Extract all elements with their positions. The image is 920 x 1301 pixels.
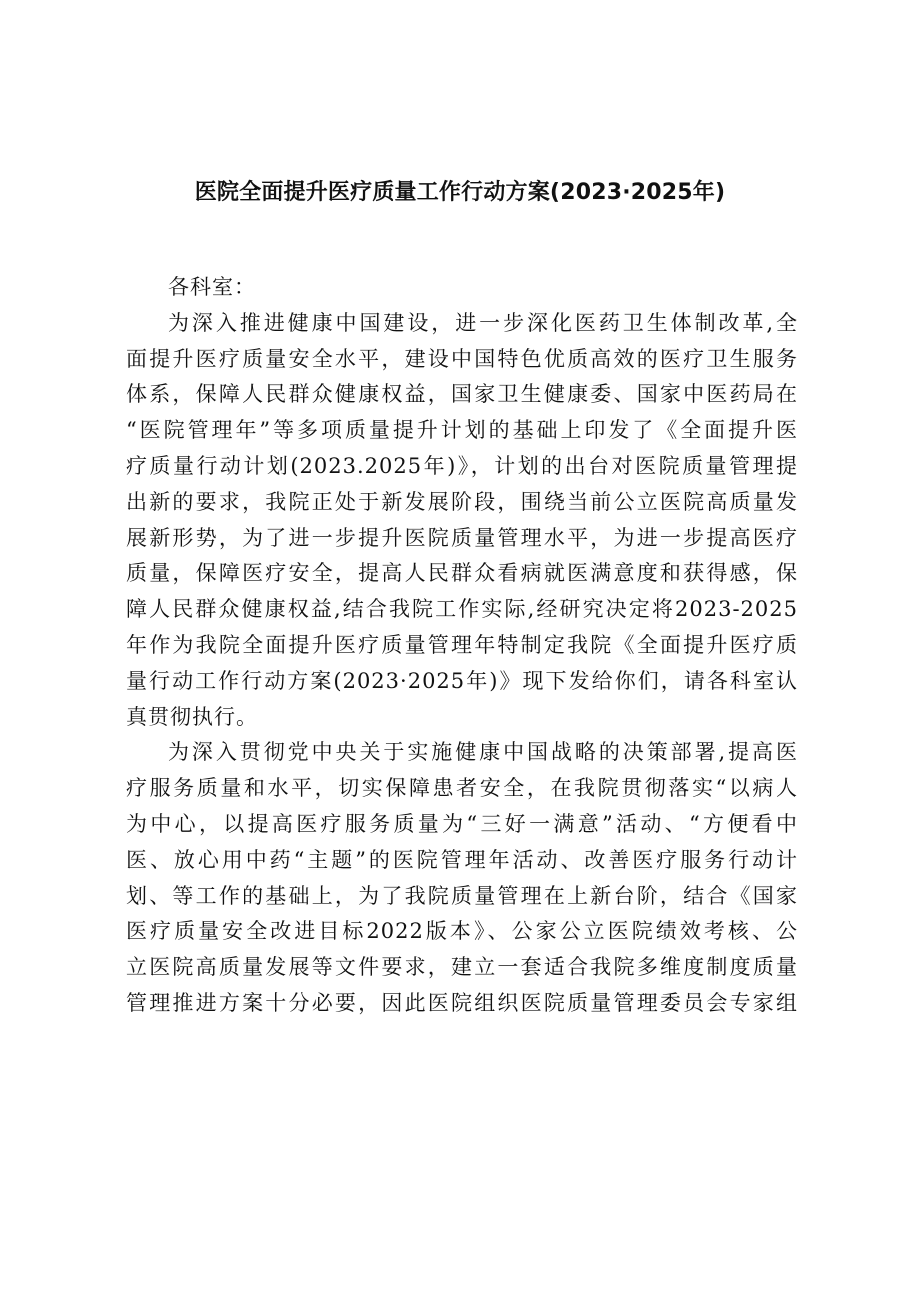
paragraph-1-line-8: 质量，保障医疗安全，提高人民群众看病就医满意度和获得感，保 xyxy=(126,561,798,586)
document-title: 医院全面提升医疗质量工作行动方案(2023·2025年) xyxy=(194,180,726,205)
paragraph-1-line-1: 为深入推进健康中国建设，进一步深化医药卫生体制改革,全 xyxy=(168,310,798,335)
paragraph-2 xyxy=(126,735,798,1021)
greeting-line: 各科室： xyxy=(168,275,256,299)
paragraph-2-line-5: 划、等工作的基础上，为了我院质量管理在上新台阶，结合《国家 xyxy=(126,883,798,908)
paragraph-2-line-8: 管理推进方案十分必要，因此医院组织医院质量管理委员会专家组 xyxy=(126,990,798,1015)
paragraph-2-line-6: 医疗质量安全改进目标2022版本》、公家公立医院绩效考核、公 xyxy=(126,919,798,944)
paragraph-2-line-2: 疗服务质量和水平，切实保障患者安全，在我院贯彻落实“以病人 xyxy=(126,776,798,801)
paragraph-1-line-10: 年作为我院全面提升医疗质量管理年特制定我院《全面提升医疗质 xyxy=(126,632,798,657)
paragraph-1-line-6: 出新的要求，我院正处于新发展阶段，围绕当前公立医院高质量发 xyxy=(126,489,798,514)
paragraph-2-line-3: 为中心，以提高医疗服务质量为“三好一满意”活动、“方便看中 xyxy=(126,811,798,836)
paragraph-1-line-11: 量行动工作行动方案(2023·2025年)》现下发给你们，请各科室认 xyxy=(126,668,798,693)
paragraph-2-line-1: 为深入贯彻党中央关于实施健康中国战略的决策部署,提高医 xyxy=(168,740,798,765)
paragraph-1-line-4: “医院管理年”等多项质量提升计划的基础上印发了《全面提升医 xyxy=(126,418,798,443)
paragraph-1-line-3: 体系，保障人民群众健康权益，国家卫生健康委、国家中医药局在 xyxy=(126,382,798,407)
paragraph-1-line-7: 展新形势，为了进一步提升医院质量管理水平，为进一步提高医疗 xyxy=(126,525,798,550)
paragraph-1-line-5: 疗质量行动计划(2023.2025年)》，计划的出台对医院质量管理提 xyxy=(126,453,798,478)
paragraph-1-line-9: 障人民群众健康权益,结合我院工作实际,经研究决定将2023-2025 xyxy=(126,597,798,622)
paragraph-2-line-7: 立医院高质量发展等文件要求，建立一套适合我院多维度制度质量 xyxy=(126,955,798,980)
paragraph-2-line-4: 医、放心用中药“主题”的医院管理年活动、改善医疗服务行动计 xyxy=(126,847,798,872)
paragraph-1 xyxy=(126,306,798,736)
paragraph-1-line-2: 面提升医疗质量安全水平，建设中国特色优质高效的医疗卫生服务 xyxy=(126,346,798,371)
paragraph-1-line-12: 真贯彻执行。 xyxy=(126,704,258,729)
document-body xyxy=(126,270,798,1022)
